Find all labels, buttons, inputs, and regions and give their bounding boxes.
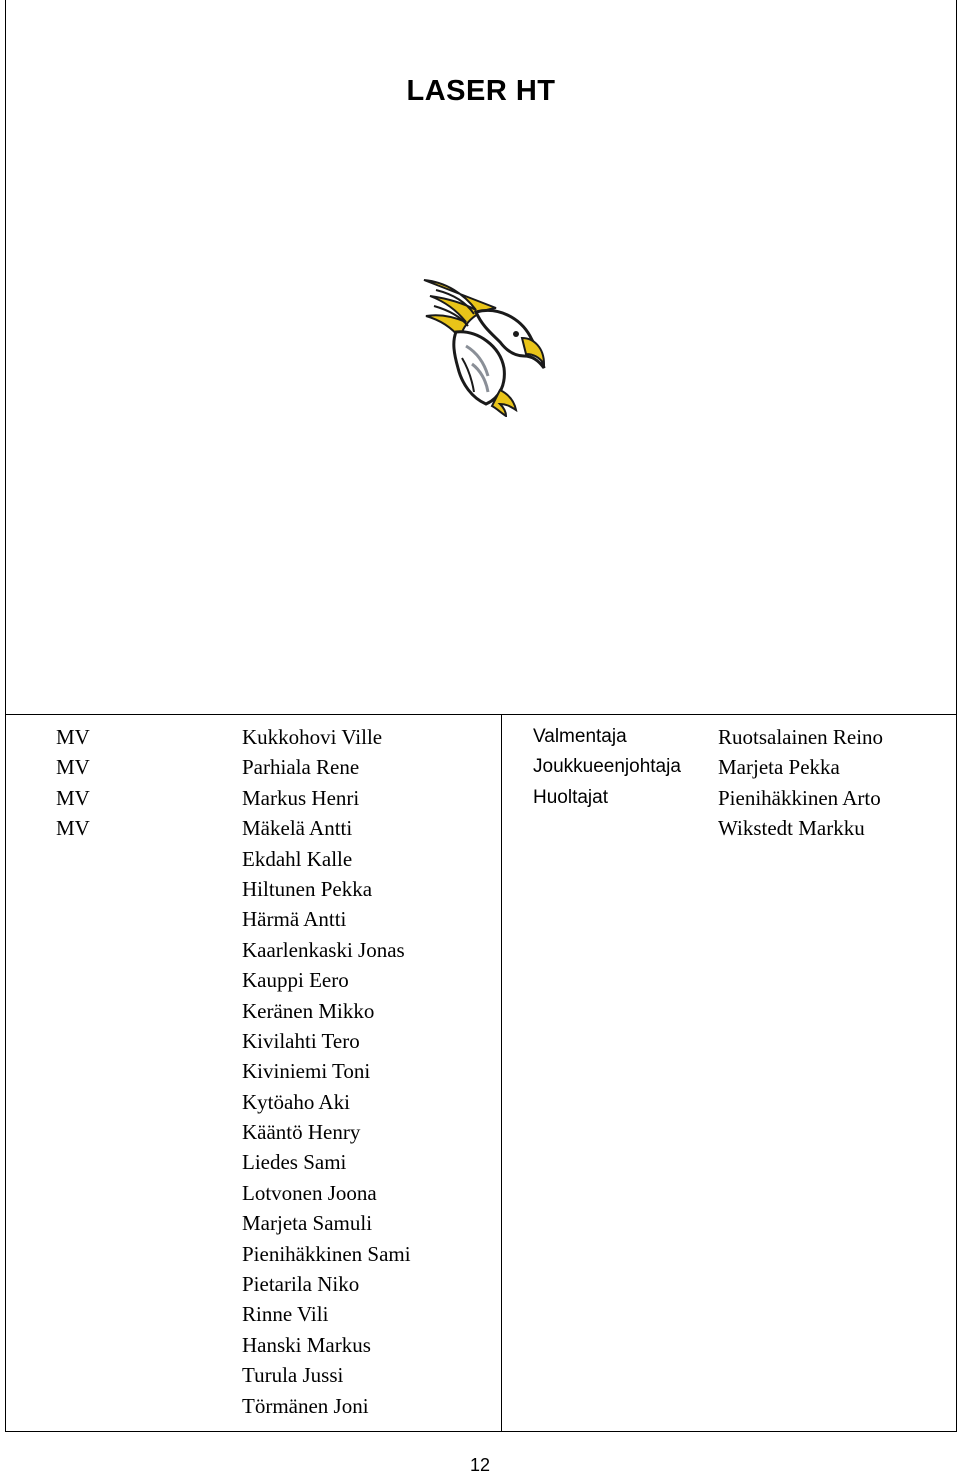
player-name: Kaarlenkaski Jonas [242,937,405,962]
page-number: 12 [469,1455,491,1475]
player-name: Mäkelä Antti [242,816,353,841]
staff-name: Pienihäkkinen Arto [718,785,881,810]
team-title: LASER HT [406,75,556,107]
player-name: Pienihäkkinen Sami [242,1241,411,1266]
positions-column [56,722,90,844]
player-name: Kääntö Henry [242,1120,361,1145]
position-label: MV [56,785,90,810]
header-box [6,0,956,715]
staff-name: Marjeta Pekka [718,755,840,780]
player-name: Törmänen Joni [242,1393,369,1418]
player-name: Ekdahl Kalle [242,846,353,871]
player-name: Pietarila Niko [242,1272,360,1297]
player-name: Härmä Antti [242,907,347,932]
player-name: Parhiala Rene [242,755,360,780]
eagle-logo-icon [416,272,551,417]
staff-role: Valmentaja [533,726,627,747]
page-frame [5,0,957,1432]
player-name: Liedes Sami [242,1150,347,1175]
player-name: Kukkohovi Ville [242,725,383,749]
position-label: MV [56,816,90,841]
staff-roles-column [533,722,681,813]
staff-name: Ruotsalainen Reino [718,725,884,749]
player-name: Lotvonen Joona [242,1180,377,1205]
player-name: Turula Jussi [242,1363,344,1388]
staff-role: Joukkueenjohtaja [533,756,681,778]
player-name: Kivilahti Tero [242,1028,360,1053]
column-divider [501,715,502,1432]
player-name: Kytöaho Aki [242,1089,350,1114]
player-name: Rinne Vili [242,1302,329,1327]
staff-name: Wikstedt Markku [718,816,865,841]
player-name: Markus Henri [242,785,360,810]
player-name: Marjeta Samuli [242,1211,373,1236]
staff-names-column [718,722,883,844]
position-label: MV [56,755,90,780]
player-name: Hanski Markus [242,1332,371,1357]
players-column [242,722,411,1421]
position-label: MV [56,725,90,749]
staff-role: Huoltajat [533,786,608,808]
player-name: Hiltunen Pekka [242,876,373,901]
player-name: Keränen Mikko [242,998,375,1023]
player-name: Kiviniemi Toni [242,1059,371,1084]
player-name: Kauppi Eero [242,968,349,993]
